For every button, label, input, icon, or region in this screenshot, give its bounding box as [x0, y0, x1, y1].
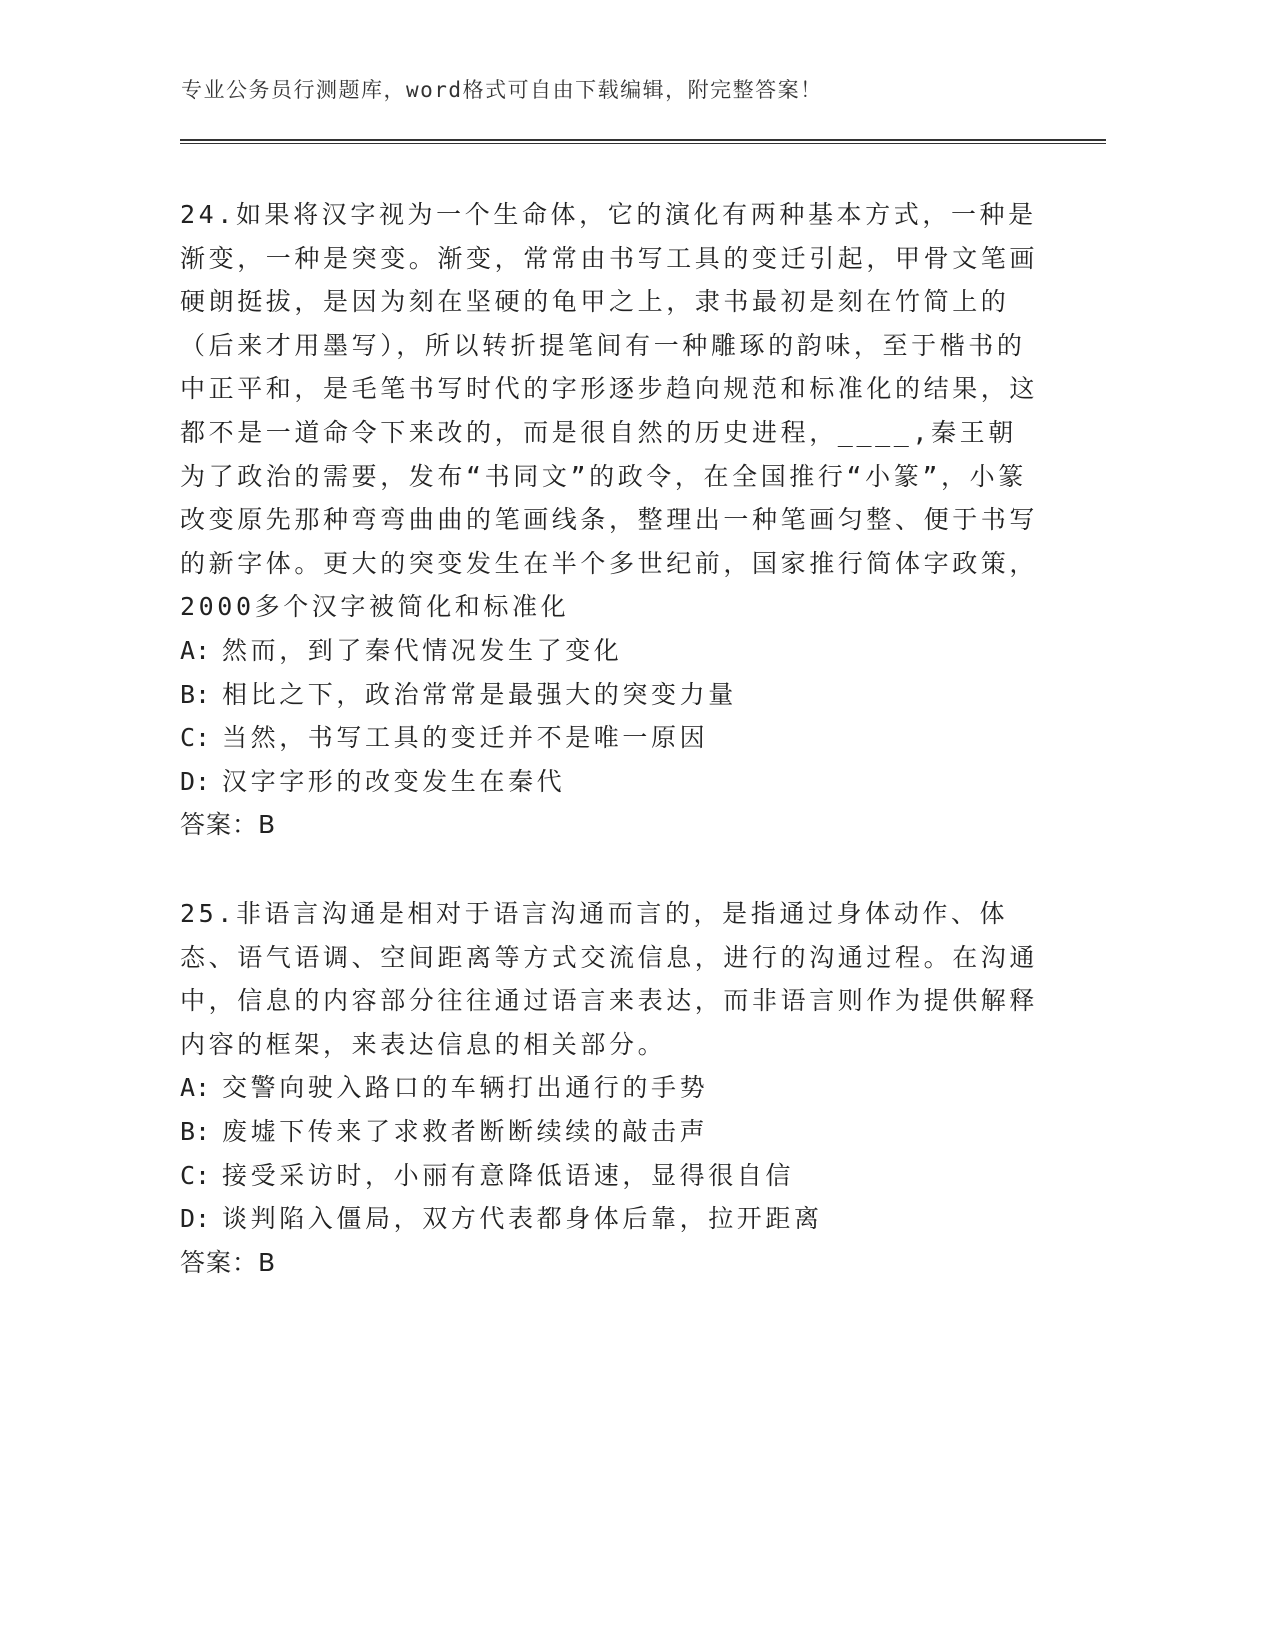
option-b: [180, 673, 1040, 717]
option-a: [180, 629, 1040, 673]
page-header: 专业公务员行测题库，word格式可自由下载编辑，附完整答案！: [181, 78, 823, 102]
option-text: 废墟下传来了求救者断断续续的敲击声: [222, 1116, 709, 1146]
option-label: D:: [180, 766, 211, 796]
option-b: [180, 1110, 1040, 1154]
option-text: 谈判陷入僵局，双方代表都身体后靠，拉开距离: [222, 1204, 823, 1234]
option-label: C:: [180, 723, 211, 753]
option-label: D:: [180, 1204, 211, 1234]
question-24: [180, 193, 1040, 847]
answer: 答案：B: [180, 1247, 277, 1277]
option-d: [180, 1197, 1040, 1241]
option-d: [180, 760, 1040, 804]
question-stem: 25.非语言沟通是相对于语言沟通而言的，是指通过身体动作、体态、语气语调、空间距离等方式交流信息，进行的沟通过程。在沟通中，信息的内容部分往往通过语言来表达，而非语言则作为提供解释内容的框架，来表达信息的相关部分。: [180, 899, 1039, 1059]
option-label: A:: [180, 635, 211, 665]
option-text: 接受采访时，小丽有意降低语速，显得很自信: [222, 1160, 795, 1190]
option-c: [180, 1154, 1040, 1198]
option-label: B:: [180, 1116, 211, 1146]
answer: 答案：B: [180, 810, 277, 840]
option-c: [180, 716, 1040, 760]
option-text: 相比之下，政治常常是最强大的突变力量: [222, 679, 737, 709]
header-divider: [180, 139, 1106, 144]
option-text: 汉字字形的改变发生在秦代: [222, 766, 566, 796]
question-25: [180, 892, 1040, 1284]
option-a: [180, 1066, 1040, 1110]
option-label: B:: [180, 679, 211, 709]
option-text: 交警向驶入路口的车辆打出通行的手势: [222, 1073, 709, 1103]
option-label: C:: [180, 1160, 211, 1190]
option-text: 然而，到了秦代情况发生了变化: [222, 635, 623, 665]
question-stem: 24.如果将汉字视为一个生命体，它的演化有两种基本方式，一种是渐变，一种是突变。渐变，常常由书写工具的变迁引起，甲骨文笔画硬朗挺拔，是因为刻在坚硬的龟甲之上，隶书最初是刻在竹简上的（后来才用墨写），所以转折提笔间有一种雕琢的韵味，至于楷书的中正平和，是毛笔书写时代的字形逐步趋向规范和标准化的结果，这都不是一道命令下来改的，而是很自然的历史进程，____,秦王朝为了政治的需要，发布“书同文”的政令，在全国推行“小篆”，小篆改变原先那种弯弯曲曲的笔画线条，整理出一种笔画匀整、便于书写的新字体。更大的突变发生在半个多世纪前，国家推行简体字政策，2000多个汉字被简化和标准化: [180, 200, 1039, 622]
option-text: 当然，书写工具的变迁并不是唯一原因: [222, 723, 709, 753]
option-label: A:: [180, 1073, 211, 1103]
